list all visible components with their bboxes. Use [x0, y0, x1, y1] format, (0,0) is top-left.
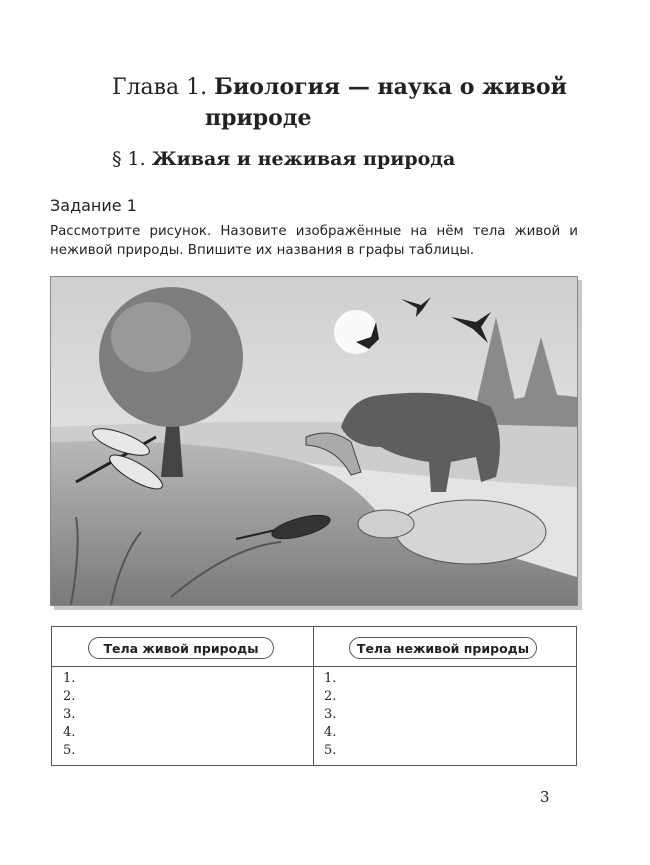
- nonliving-list: [324, 670, 336, 760]
- list-item[interactable]: 1.: [63, 671, 76, 686]
- list-item[interactable]: 3.: [324, 707, 337, 722]
- list-item[interactable]: 1.: [324, 671, 337, 686]
- list-item[interactable]: 5.: [324, 743, 337, 758]
- list-item[interactable]: 2.: [63, 689, 76, 704]
- list-item[interactable]: 4.: [324, 725, 337, 740]
- sun: [334, 310, 378, 354]
- living-list: [63, 670, 75, 760]
- section-title: Живая и неживая природа: [151, 148, 456, 170]
- list-item[interactable]: 2.: [324, 689, 337, 704]
- list-item[interactable]: 5.: [63, 743, 76, 758]
- page-number: 3: [540, 788, 550, 806]
- task-title: Задание 1: [50, 196, 137, 215]
- chapter-title: Биология — наука о живой: [214, 74, 567, 100]
- section-heading: [112, 148, 455, 170]
- chapter-title-line2: природе: [205, 105, 312, 131]
- chapter-heading: [112, 72, 567, 134]
- task-instruction: Рассмотрите рисунок. Назовите изображённые на нём тела живой и неживой природы. Впишите их названия в графы таблицы.: [50, 224, 578, 258]
- column-divider: [313, 627, 314, 765]
- rock: [396, 500, 546, 564]
- nature-illustration: [50, 276, 578, 606]
- list-item[interactable]: 3.: [63, 707, 76, 722]
- section-label: § 1.: [112, 148, 146, 170]
- chapter-label: Глава 1.: [112, 75, 208, 100]
- column-header-living: Тела живой природы: [88, 637, 274, 659]
- column-header-nonliving: Тела неживой природы: [349, 637, 537, 659]
- list-item[interactable]: 4.: [63, 725, 76, 740]
- answer-table: [51, 626, 577, 766]
